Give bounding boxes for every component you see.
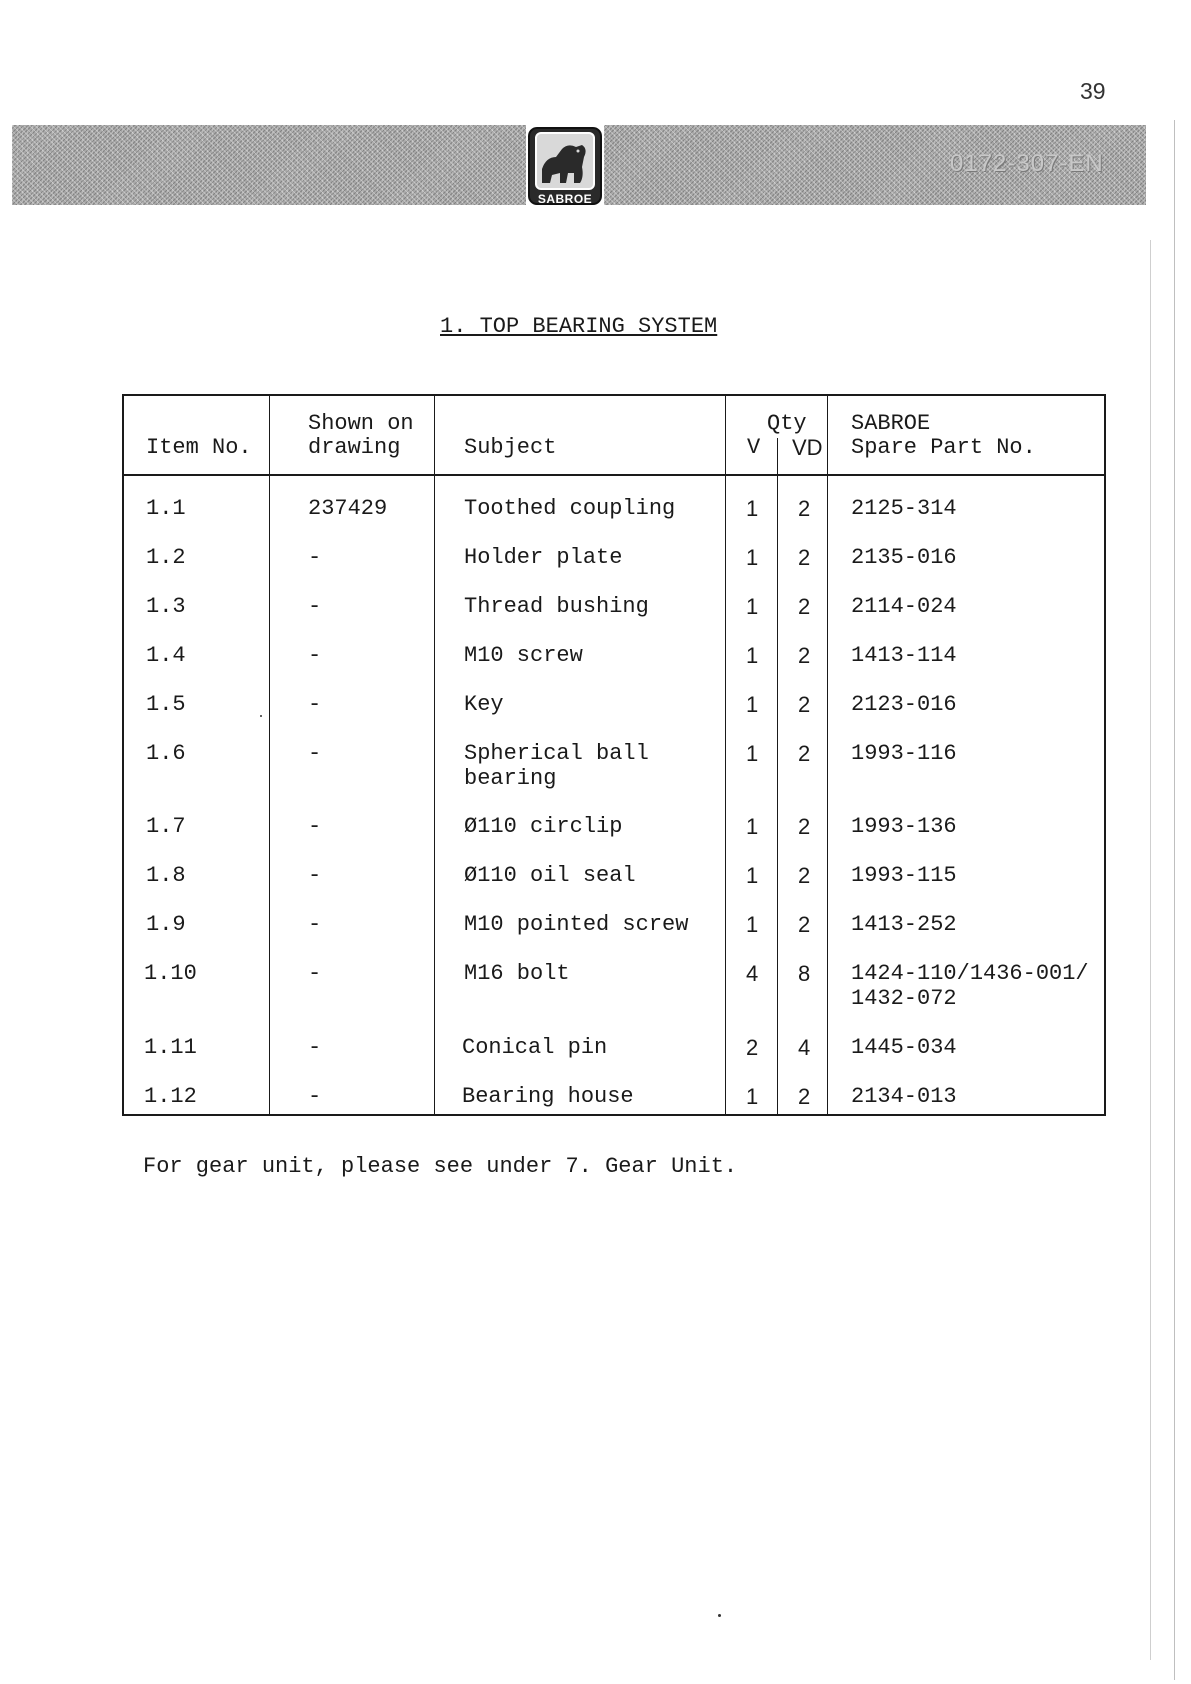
scan-speck <box>718 1614 721 1617</box>
row-5-drawing: - <box>308 692 322 717</box>
row-12-item: 1.12 <box>144 1084 197 1109</box>
row-4-subject: M10 screw <box>464 643 583 668</box>
row-5-qty-vd: 2 <box>798 692 811 717</box>
row-8-subject: Ø110 oil seal <box>464 863 636 888</box>
row-5-item: 1.5 <box>146 692 186 717</box>
row-2-spare-part: 2135-016 <box>851 545 957 570</box>
row-8-qty-v: 1 <box>746 863 759 888</box>
row-5-subject: Key <box>464 692 504 717</box>
row-12-subject: Bearing house <box>462 1084 634 1109</box>
row-1-qty-v: 1 <box>746 496 759 521</box>
row-4-qty-vd: 2 <box>798 643 811 668</box>
row-10-item: 1.10 <box>144 961 197 986</box>
row-11-item: 1.11 <box>144 1035 197 1060</box>
row-4-spare-part: 1413-114 <box>851 643 957 668</box>
row-2-subject: Holder plate <box>464 545 623 570</box>
row-7-item: 1.7 <box>146 814 186 839</box>
row-7-drawing: - <box>308 814 322 839</box>
page-number: 39 <box>1080 78 1106 104</box>
row-3-qty-vd: 2 <box>798 594 811 619</box>
section-title: 1. TOP BEARING SYSTEM <box>440 314 718 339</box>
row-3-subject: Thread bushing <box>464 594 649 619</box>
row-9-qty-vd: 2 <box>798 912 811 937</box>
row-6-qty-v: 1 <box>746 741 759 766</box>
row-5-spare-part: 2123-016 <box>851 692 957 717</box>
column-divider <box>827 396 828 1114</box>
row-3-item: 1.3 <box>146 594 186 619</box>
column-divider <box>434 396 435 1114</box>
row-3-qty-v: 1 <box>746 594 759 619</box>
row-8-drawing: - <box>308 863 322 888</box>
row-8-spare-part: 1993-115 <box>851 863 957 888</box>
row-1-item: 1.1 <box>146 496 186 521</box>
row-4-item: 1.4 <box>146 643 186 668</box>
row-6-item: 1.6 <box>146 741 186 766</box>
row-2-drawing: - <box>308 545 322 570</box>
row-6-spare-part: 1993-116 <box>851 741 957 766</box>
row-1-drawing: 237429 <box>308 496 388 521</box>
row-11-drawing: - <box>308 1035 322 1060</box>
header-subject: Subject <box>464 435 557 460</box>
row-1-qty-vd: 2 <box>798 496 811 521</box>
row-2-item: 1.2 <box>146 545 186 570</box>
header-qty-v: V <box>747 435 761 460</box>
row-8-item: 1.8 <box>146 863 186 888</box>
row-10-spare-part: 1424-110/1436-001/ 1432-072 <box>851 961 1089 1011</box>
row-11-spare-part: 1445-034 <box>851 1035 957 1060</box>
column-divider <box>777 438 778 1114</box>
row-7-qty-vd: 2 <box>798 814 811 839</box>
row-9-drawing: - <box>308 912 322 937</box>
row-2-qty-v: 1 <box>746 545 759 570</box>
row-4-qty-v: 1 <box>746 643 759 668</box>
row-12-drawing: - <box>308 1084 322 1109</box>
row-7-subject: Ø110 circlip <box>464 814 623 839</box>
row-4-drawing: - <box>308 643 322 668</box>
row-10-subject: M16 bolt <box>464 961 570 986</box>
row-5-qty-v: 1 <box>746 692 759 717</box>
spare-parts-table <box>122 394 1106 1116</box>
logo-text: SABROE <box>537 192 593 206</box>
row-1-subject: Toothed coupling <box>464 496 676 521</box>
column-divider <box>269 396 270 1114</box>
row-11-qty-v: 2 <box>746 1035 759 1060</box>
header-shown-on-drawing: Shown on drawing <box>308 411 414 460</box>
footnote: For gear unit, please see under 7. Gear Unit. <box>143 1154 738 1179</box>
document-code: 0172-307-EN <box>950 150 1104 177</box>
row-1-spare-part: 2125-314 <box>851 496 957 521</box>
header-qty-vd: VD <box>792 435 823 460</box>
row-8-qty-vd: 2 <box>798 863 811 888</box>
header-item-no: Item No. <box>146 435 252 460</box>
row-12-spare-part: 2134-013 <box>851 1084 957 1109</box>
row-12-qty-v: 1 <box>746 1084 759 1109</box>
scan-speck <box>260 715 262 717</box>
row-9-spare-part: 1413-252 <box>851 912 957 937</box>
row-11-qty-vd: 4 <box>798 1035 811 1060</box>
row-3-drawing: - <box>308 594 322 619</box>
row-10-qty-v: 4 <box>746 961 759 986</box>
scan-edge-line <box>1150 240 1151 1660</box>
header-band-left <box>12 125 526 205</box>
header-separator <box>124 474 1104 476</box>
scan-edge-line <box>1174 120 1175 1680</box>
row-9-subject: M10 pointed screw <box>464 912 689 937</box>
row-2-qty-vd: 2 <box>798 545 811 570</box>
row-9-item: 1.9 <box>146 912 186 937</box>
row-7-spare-part: 1993-136 <box>851 814 957 839</box>
row-11-subject: Conical pin <box>462 1035 608 1060</box>
row-10-drawing: - <box>308 961 322 986</box>
row-6-drawing: - <box>308 741 322 766</box>
row-7-qty-v: 1 <box>746 814 759 839</box>
row-9-qty-v: 1 <box>746 912 759 937</box>
row-10-qty-vd: 8 <box>798 961 811 986</box>
row-6-qty-vd: 2 <box>798 741 811 766</box>
row-12-qty-vd: 2 <box>798 1084 811 1109</box>
column-divider <box>725 396 726 1114</box>
row-6-subject: Spherical ball bearing <box>464 741 649 791</box>
row-3-spare-part: 2114-024 <box>851 594 957 619</box>
header-spare-part-no: SABROE Spare Part No. <box>851 411 1036 460</box>
header-qty: Qty <box>767 411 807 436</box>
